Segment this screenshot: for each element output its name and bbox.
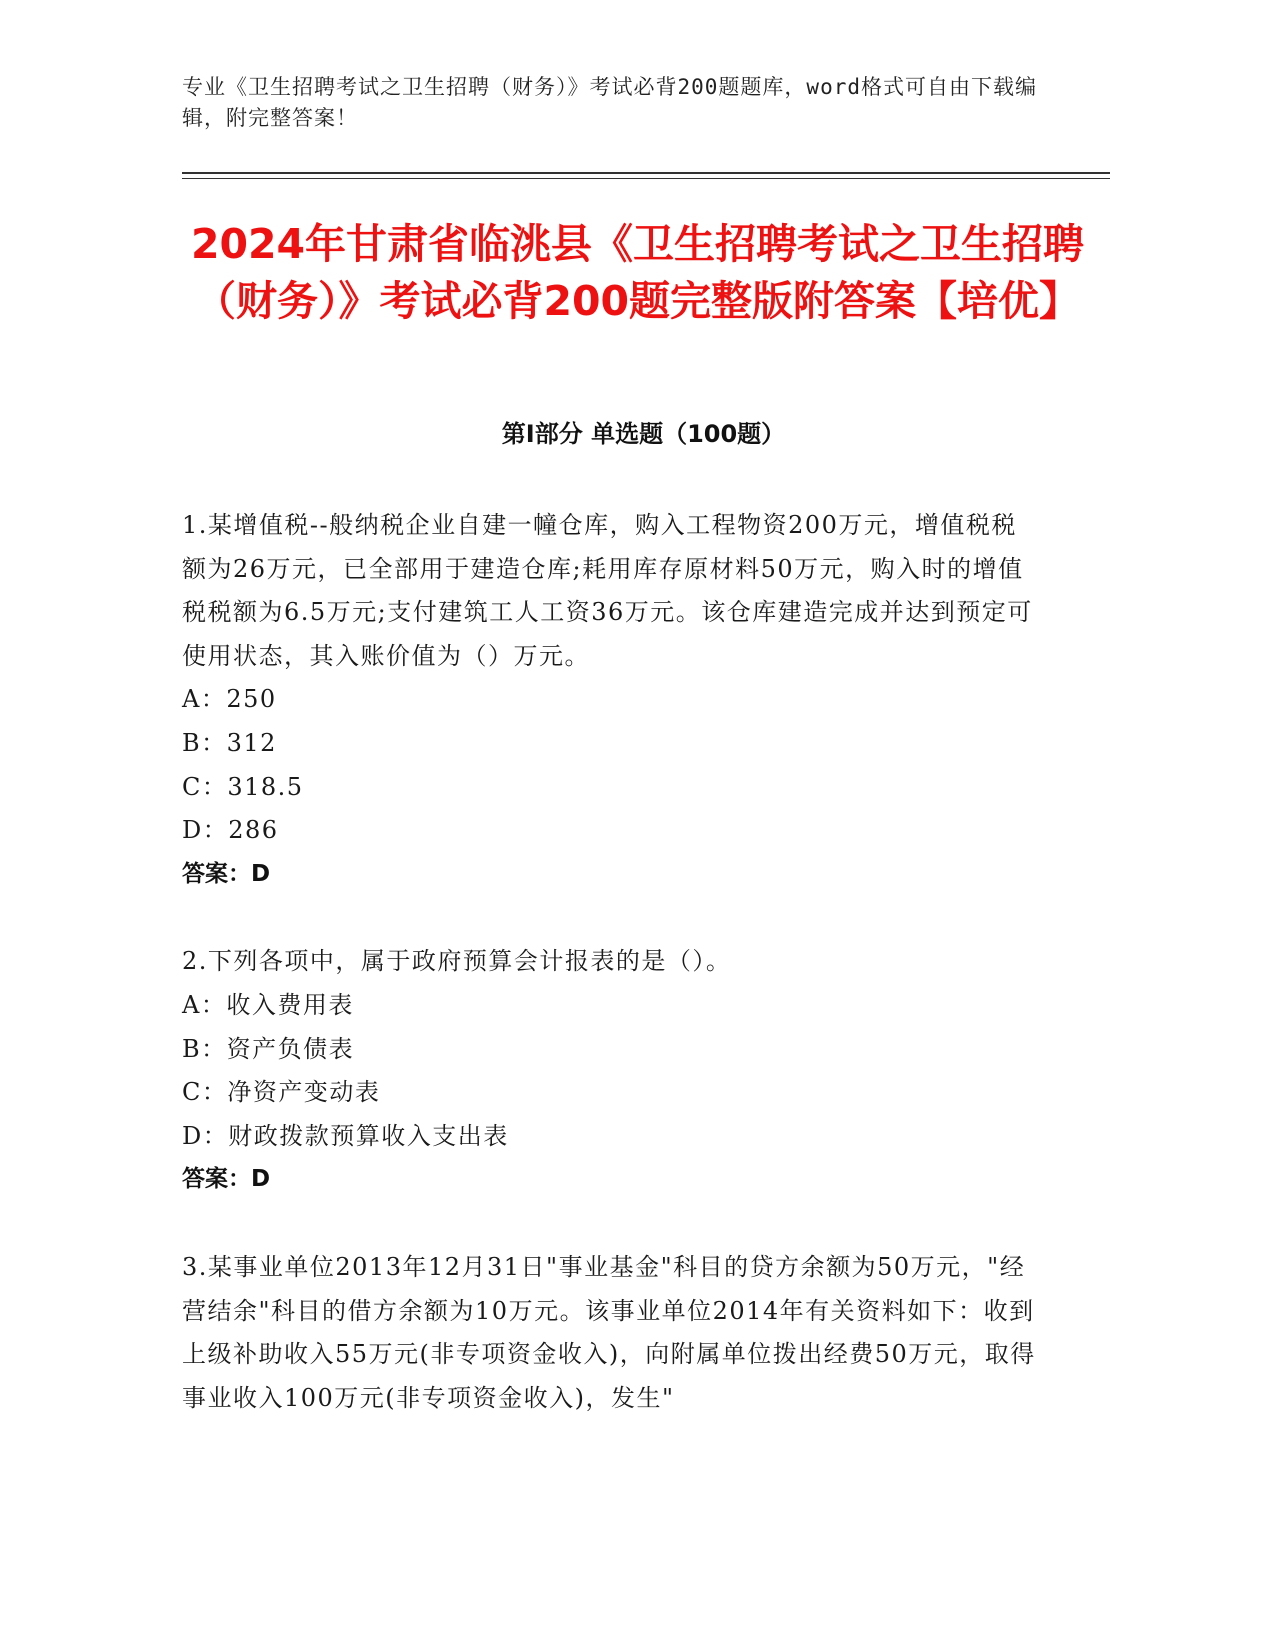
- document-title: 2024年甘肃省临洮县《卫生招聘考试之卫生招聘（财务）》考试必背200题完整版附答案【培优】: [190, 220, 1085, 325]
- option-c: C：净资产变动表: [182, 1078, 381, 1107]
- question-2: [182, 940, 1042, 1202]
- question-stem: 3.某事业单位2013年12月31日"事业基金"科目的贷方余额为50万元，"经营结余"科目的借方余额为10万元。该事业单位2014年有关资料如下：收到上级补助收入55万元(非专项资金收入)，向附属单位拨出经费50万元，取得事业收入100万元(非专项资金收入)，发生": [182, 1252, 1036, 1412]
- option-b: B：312: [182, 728, 277, 757]
- question-list: [182, 504, 1042, 1464]
- header-rule-thick: [182, 172, 1110, 174]
- header-rule-thin: [182, 178, 1110, 179]
- option-b: B：资产负债表: [182, 1034, 355, 1063]
- answer: 答案：D: [182, 860, 271, 887]
- option-c: C：318.5: [182, 772, 304, 801]
- option-d: D：286: [182, 816, 279, 845]
- question-stem: 1.某增值税--般纳税企业自建一幢仓库，购入工程物资200万元，增值税税额为26万元，已全部用于建造仓库;耗用库存原材料50万元，购入时的增值税税额为6.5万元;支付建筑工人工资36万元。该仓库建造完成并达到预定可使用状态，其入账价值为（）万元。: [182, 511, 1033, 670]
- answer: 答案：D: [182, 1166, 271, 1193]
- question-1: [182, 504, 1042, 896]
- header-note: 专业《卫生招聘考试之卫生招聘（财务）》考试必背200题题库，word格式可自由下载编辑，附完整答案！: [182, 75, 1037, 130]
- option-a: A：250: [182, 685, 277, 714]
- option-a: A：收入费用表: [182, 990, 354, 1019]
- question-3: [182, 1246, 1042, 1420]
- option-d: D：财政拨款预算收入支出表: [182, 1121, 509, 1150]
- question-stem: 2.下列各项中，属于政府预算会计报表的是（）。: [182, 947, 732, 976]
- section-heading: 第Ⅰ部分 单选题（100题）: [501, 420, 786, 448]
